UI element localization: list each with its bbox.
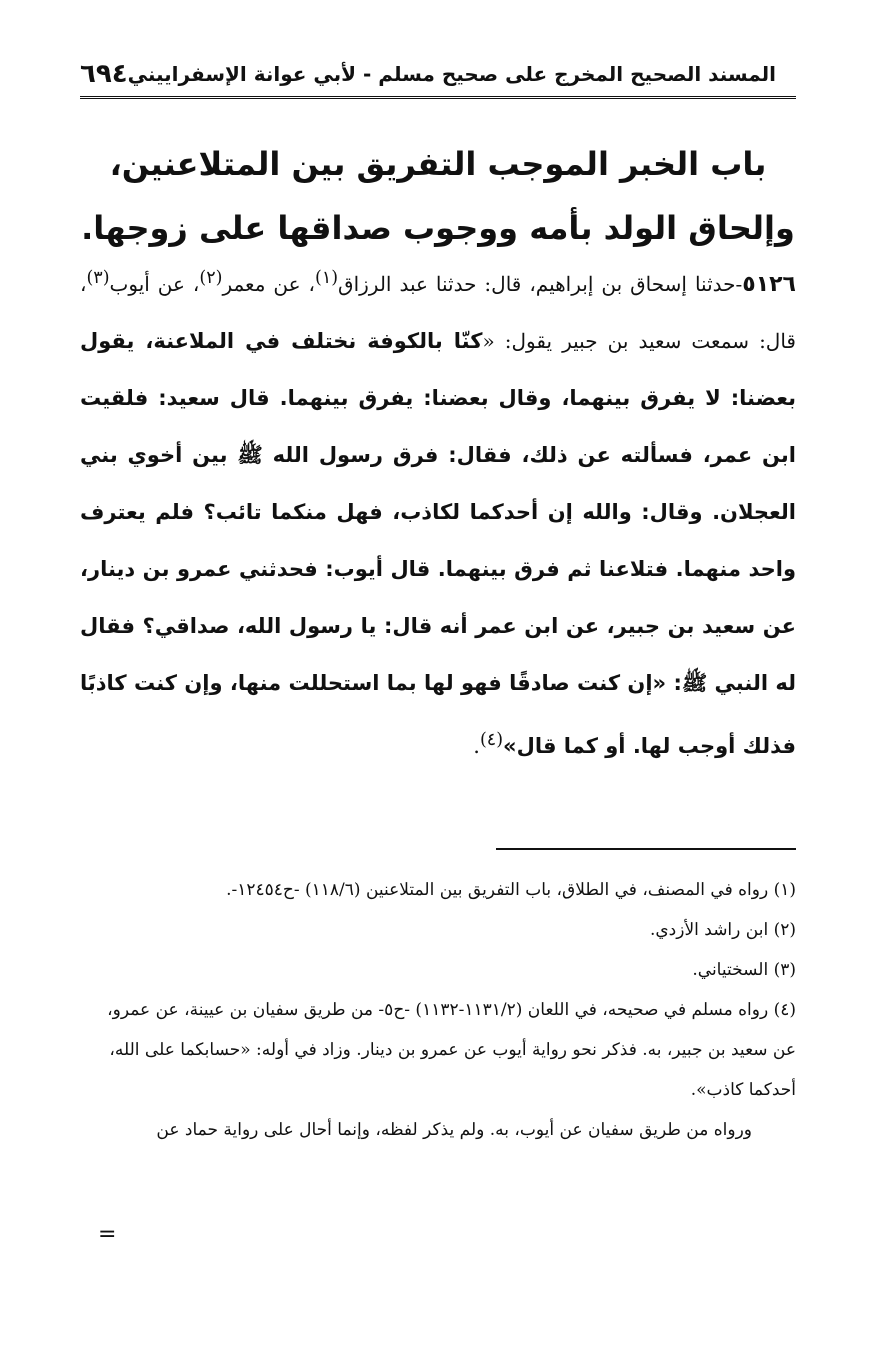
continuation-mark: = xyxy=(98,1222,117,1247)
footnote-ref-1: (١) xyxy=(314,268,339,288)
footnote-marker: (٣) xyxy=(773,960,796,980)
hadith-end: . xyxy=(473,734,480,758)
footnote-4 xyxy=(80,990,796,1110)
footnote-separator xyxy=(496,848,796,850)
hadith-text xyxy=(80,250,796,775)
footnote-text: ابن راشد الأزدي. xyxy=(649,920,769,940)
isnad-part-1: -حدثنا إسحاق بن إبراهيم، قال: حدثنا عبد الرزاق xyxy=(338,272,743,296)
footnote-ref-2: (٢) xyxy=(199,268,223,288)
footnote-text: رواه في المصنف، في الطلاق، باب التفريق بين المتلاعنين (١١٨/٦) -ح١٢٤٥٤-. xyxy=(226,880,769,900)
footnote-ref-3: (٣) xyxy=(86,268,110,288)
footnote-marker: (١) xyxy=(773,880,796,900)
hadith-matn: كنّا بالكوفة نختلف في الملاعنة، يقول بعضنا: لا يفرق بينهما، وقال بعضنا: يفرق بينهما. قال سعيد: فلقيت ابن عمر، فسألته عن ذلك، فقال: فرق رسول الله ﷺ بين أخوي بني العجلان. وقال: والله إن أحدكما لكاذب، فهل منكما تائب؟ فلم يعترف واحد منهما. فتلاعنا ثم فرق بينهما. قال أيوب: فحدثني عمرو بن دينار، عن سعيد بن جبير، عن ابن عمر أنه قال: يا رسول الله، صداقي؟ فقال له النبي ﷺ: «إن كنت صادقًا فهو لها بما استحللت منها، وإن كنت كاذبًا فذلك أوجب لها. أو كما قال» xyxy=(80,329,796,758)
isnad-part-4: ، قال: سمعت سعيد بن جبير يقول: « xyxy=(80,272,796,353)
footnote-text: رواه مسلم في صحيحه، في اللعان (١١٣١/٢-١١٣٢) -ح٥- من طريق سفيان بن عيينة، عن عمرو، عن سعيد بن جبير، به. فذكر نحو رواية أيوب عن عمرو بن دينار. وزاد في أوله: «حسابكما على الله، أحدكما كاذب». xyxy=(107,1000,796,1100)
isnad-part-3: ، عن أيوب xyxy=(109,272,200,296)
chapter-title: باب الخبر الموجب التفريق بين المتلاعنين، وإلحاق الولد بأمه ووجوب صداقها على زوجها. xyxy=(81,145,795,247)
footnote-1 xyxy=(80,870,796,910)
footnotes xyxy=(80,870,796,1150)
isnad-part-2: ، عن معمر xyxy=(222,272,315,296)
page-header xyxy=(80,52,796,99)
page-number: ٦٩٤ xyxy=(80,59,128,89)
running-title: المسند الصحيح المخرج على صحيح مسلم - لأبي عوانة الإسفراييني xyxy=(127,62,776,86)
footnote-marker: (٤) xyxy=(773,1000,796,1020)
footnote-4-continued: ورواه من طريق سفيان عن أيوب، به. ولم يذكر لفظه، وإنما أحال على رواية حماد عن xyxy=(156,1120,752,1140)
footnote-ref-4: (٤) xyxy=(479,730,504,750)
footnote-2 xyxy=(80,910,796,950)
footnote-3 xyxy=(80,950,796,990)
hadith-number: ٥١٢٦ xyxy=(742,272,796,297)
footnote-text: السختياني. xyxy=(692,960,769,980)
footnote-marker: (٢) xyxy=(773,920,796,940)
